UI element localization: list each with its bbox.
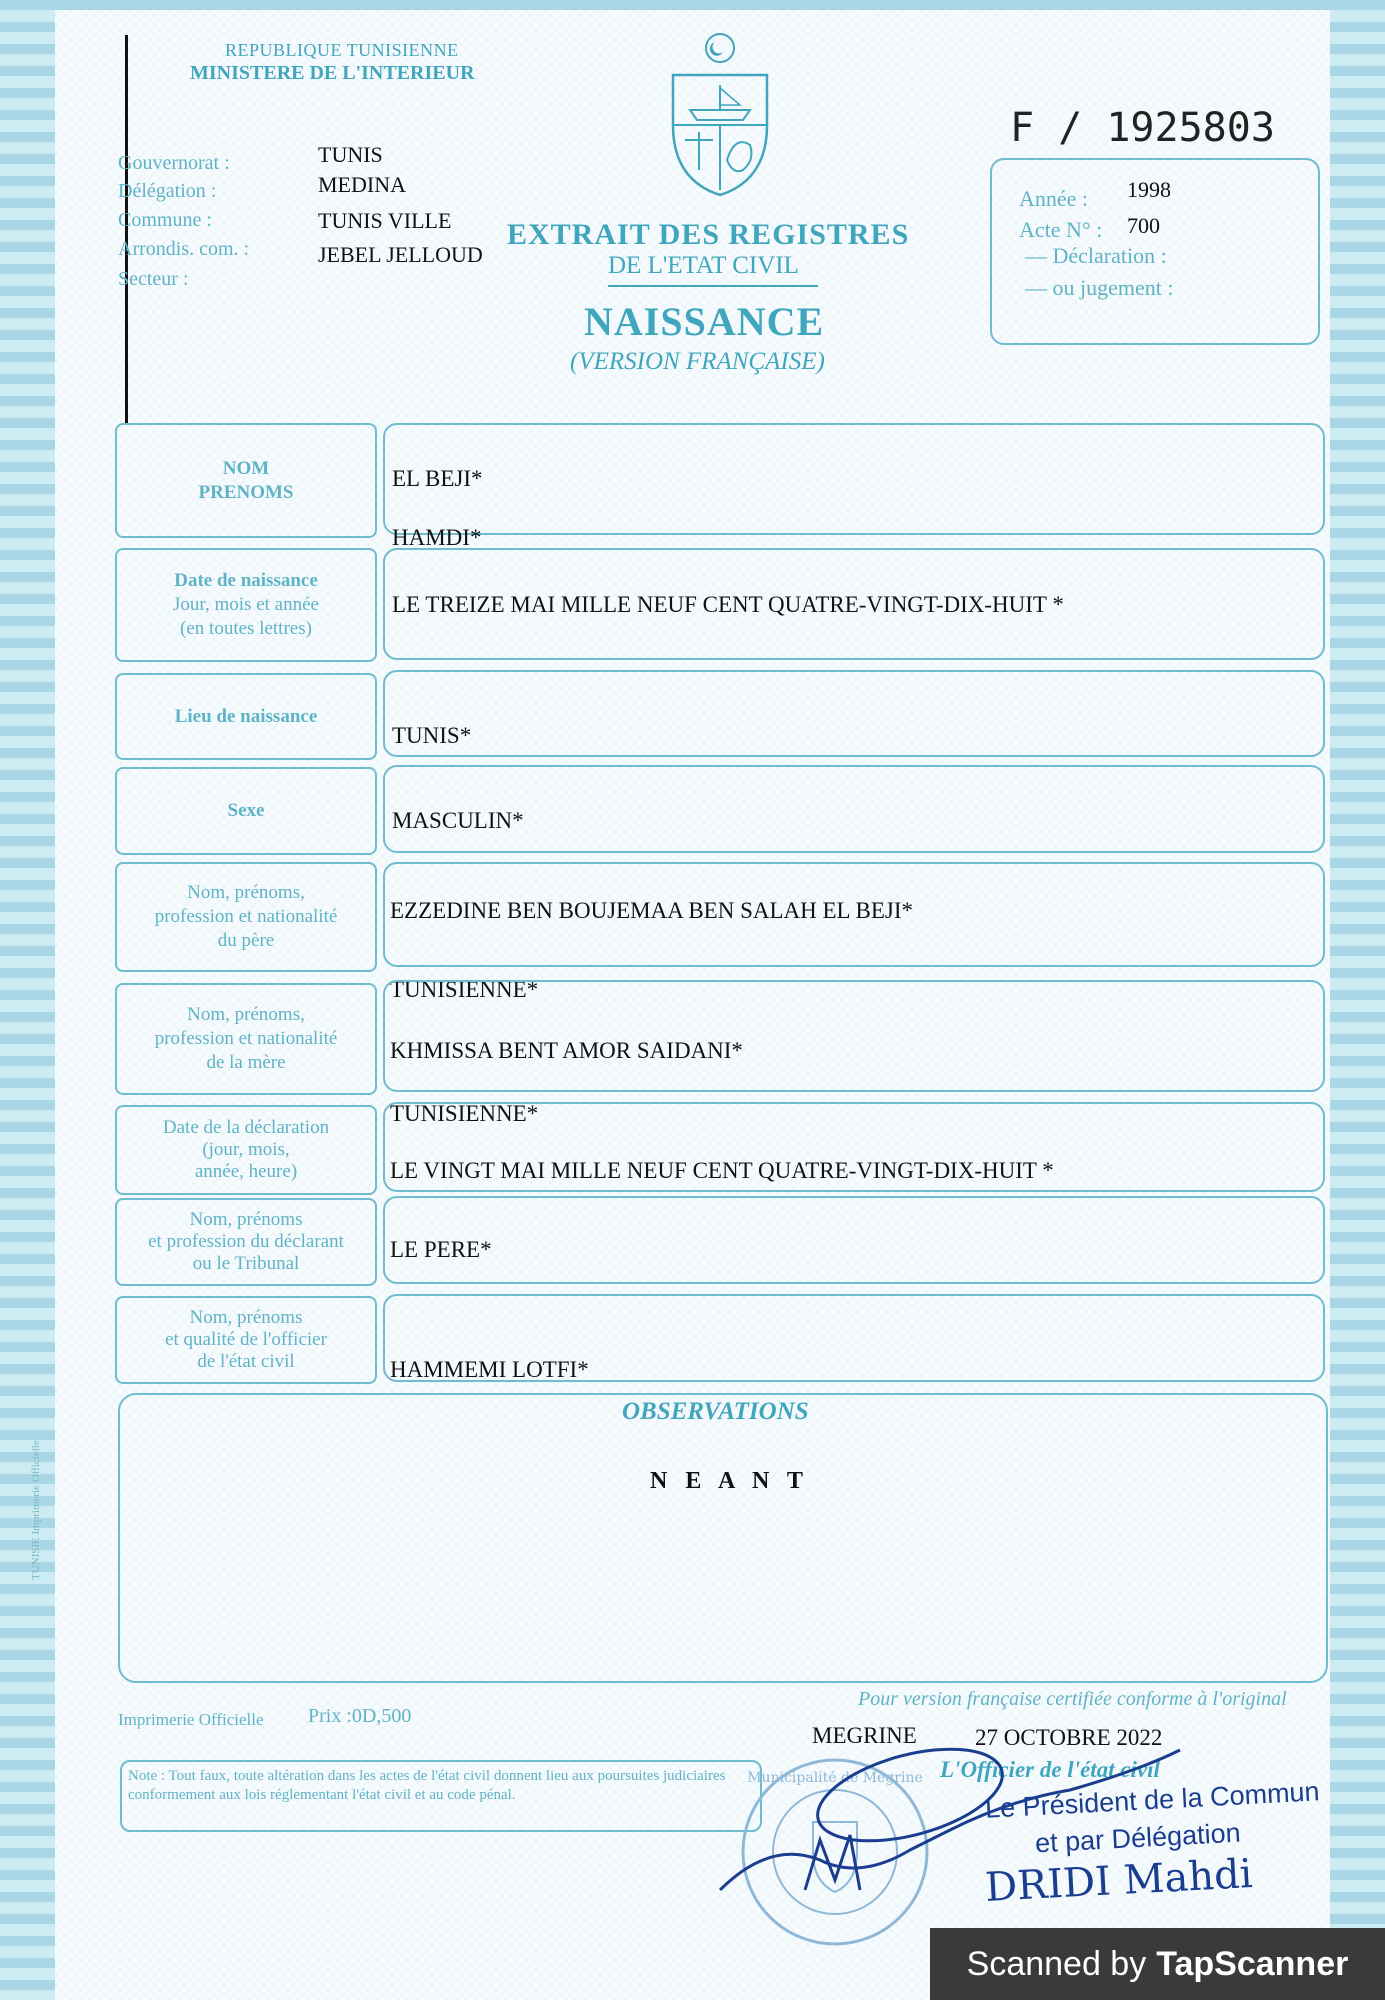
declaration-date-label-box: [115, 1105, 377, 1195]
right-decorative-border: [1330, 0, 1385, 2000]
certification-text: Pour version française certifiée conforme à l'original: [858, 1688, 1287, 1710]
declaration-date-label3: année, heure): [194, 1161, 298, 1182]
declarant-label2: et profession du déclarant: [148, 1231, 344, 1252]
top-border: [0, 0, 1385, 10]
officier-value: HAMMEMI LOTFI*: [390, 1357, 589, 1382]
declarant-value: LE PERE*: [390, 1237, 492, 1262]
date-naissance-value: LE TREIZE MAI MILLE NEUF CENT QUATRE-VINGT-DIX-HUIT *: [392, 592, 1064, 617]
pere-nationalite: TUNISIENNE*: [390, 977, 539, 1002]
gouvernorat-value: TUNIS: [318, 142, 383, 167]
mere-label2: profession et nationalité: [154, 1028, 338, 1049]
naissance-title: NAISSANCE: [584, 299, 825, 344]
acte-value: 700: [1127, 213, 1160, 238]
document-subtitle: DE L'ETAT CIVIL: [608, 252, 799, 279]
mere-nationalite: TUNISIENNE*: [390, 1101, 539, 1126]
pere-value: EZZEDINE BEN BOUJEMAA BEN SALAH EL BEJI*: [390, 898, 914, 923]
jugement-label: — ou jugement :: [1025, 275, 1174, 300]
side-print: TUNISIE Imprimerie Officielle: [30, 1440, 42, 1580]
imprimerie-label: Imprimerie Officielle: [118, 1710, 264, 1729]
pere-label3: du père: [217, 930, 275, 951]
title-underline: [608, 285, 818, 287]
date-naissance-label-box: [115, 548, 377, 662]
officier-label1: Nom, prénoms: [189, 1307, 303, 1328]
officier-label3: de l'état civil: [197, 1351, 295, 1372]
declaration-date-label2: (jour, mois,: [202, 1139, 290, 1160]
delegation-value: MEDINA: [318, 172, 406, 197]
declaration-date-value: LE VINGT MAI MILLE NEUF CENT QUATRE-VINGT-DIX-HUIT *: [390, 1158, 1054, 1183]
sexe-label-box: [115, 767, 377, 855]
date-naissance-sublabel2: (en toutes lettres): [180, 618, 312, 639]
lieu-value: TUNIS*: [392, 723, 472, 748]
lieu-value-box: [383, 670, 1325, 757]
ministry-heading: MINISTERE DE L'INTERIEUR: [190, 62, 475, 84]
nom-label-box: [115, 423, 377, 538]
tapscanner-watermark: [930, 1928, 1385, 2000]
arrondis-value: JEBEL JELLOUD: [318, 242, 483, 267]
mere-value: KHMISSA BENT AMOR SAIDANI*: [390, 1038, 743, 1063]
prenoms-label: PRENOMS: [198, 481, 294, 503]
signature-line3: DRIDI Mahdi: [983, 1851, 1254, 1911]
scanner-brand: TapScanner: [1156, 1944, 1349, 1983]
secteur-label: Secteur :: [118, 268, 189, 290]
scanner-prefix: Scanned by: [966, 1944, 1147, 1983]
arrondis-label: Arrondis. com. :: [118, 238, 250, 260]
mere-value-box: [383, 980, 1325, 1092]
serial-number: F / 1925803: [1010, 105, 1275, 151]
lieu-label: Lieu de naissance: [174, 705, 318, 727]
mere-label3: de la mère: [206, 1052, 286, 1073]
declarant-label-box: [115, 1198, 377, 1286]
republic-heading: REPUBLIQUE TUNISIENNE: [225, 40, 459, 60]
annee-value: 1998: [1127, 177, 1171, 202]
nom-label: NOM: [222, 457, 270, 479]
observations-title: OBSERVATIONS: [622, 1398, 809, 1425]
prix-label: Prix :0D,500: [308, 1705, 412, 1727]
commune-value: TUNIS VILLE: [318, 208, 452, 233]
observations-box: [118, 1393, 1328, 1683]
declaration-date-label1: Date de la déclaration: [162, 1117, 330, 1138]
declaration-label: — Déclaration :: [1025, 243, 1167, 268]
delegation-label: Délégation :: [118, 180, 217, 202]
mere-label-box: [115, 983, 377, 1095]
pere-label-box: [115, 862, 377, 972]
officier-label2: et qualité de l'officier: [165, 1329, 327, 1350]
officier-label-box: [115, 1296, 377, 1384]
note-text: Note : Tout faux, toute altération dans les actes de l'état civil donnent lieu aux poursuites judiciaires conformement aux lois réglementant l'état civil et au code pénal.: [128, 1768, 726, 1803]
nom-value-box: [383, 423, 1325, 535]
pere-label2: profession et nationalité: [154, 906, 338, 927]
sexe-value: MASCULIN*: [392, 808, 524, 833]
issue-date: 27 OCTOBRE 2022: [975, 1725, 1163, 1750]
acte-label: Acte N° :: [1019, 217, 1103, 242]
date-naissance-label: Date de naissance: [174, 570, 318, 591]
sexe-label: Sexe: [227, 800, 265, 821]
left-decorative-border: [0, 0, 55, 2000]
nom-value: EL BEJI*: [392, 466, 483, 491]
date-naissance-sublabel: Jour, mois et année: [173, 594, 319, 615]
pere-label1: Nom, prénoms,: [187, 882, 305, 903]
declarant-value-box: [383, 1196, 1325, 1284]
signature-line2: et par Délégation: [1034, 1817, 1242, 1859]
lieu-label-box: [115, 673, 377, 760]
gouvernorat-label: Gouvernorat :: [118, 152, 230, 174]
commune-label: Commune :: [118, 209, 212, 231]
mere-label1: Nom, prénoms,: [187, 1004, 305, 1025]
version-francaise: (VERSION FRANÇAISE): [570, 348, 825, 375]
prenom-value: HAMDI*: [392, 525, 482, 550]
coat-of-arms-icon: [665, 30, 775, 200]
annee-label: Année :: [1019, 186, 1089, 211]
sexe-value-box: [383, 765, 1325, 853]
officier-title: L'Officier de l'état civil: [940, 1757, 1160, 1782]
signature-line1: Le Président de la Commun: [984, 1776, 1321, 1824]
stamp-text: Municipalité de Megrine: [747, 1770, 923, 1786]
declarant-label3: ou le Tribunal: [192, 1253, 300, 1274]
declarant-label1: Nom, prénoms: [189, 1209, 303, 1230]
observations-value: N E A N T: [650, 1468, 809, 1494]
document-title: EXTRAIT DES REGISTRES: [507, 218, 910, 251]
issue-place: MEGRINE: [812, 1723, 917, 1748]
